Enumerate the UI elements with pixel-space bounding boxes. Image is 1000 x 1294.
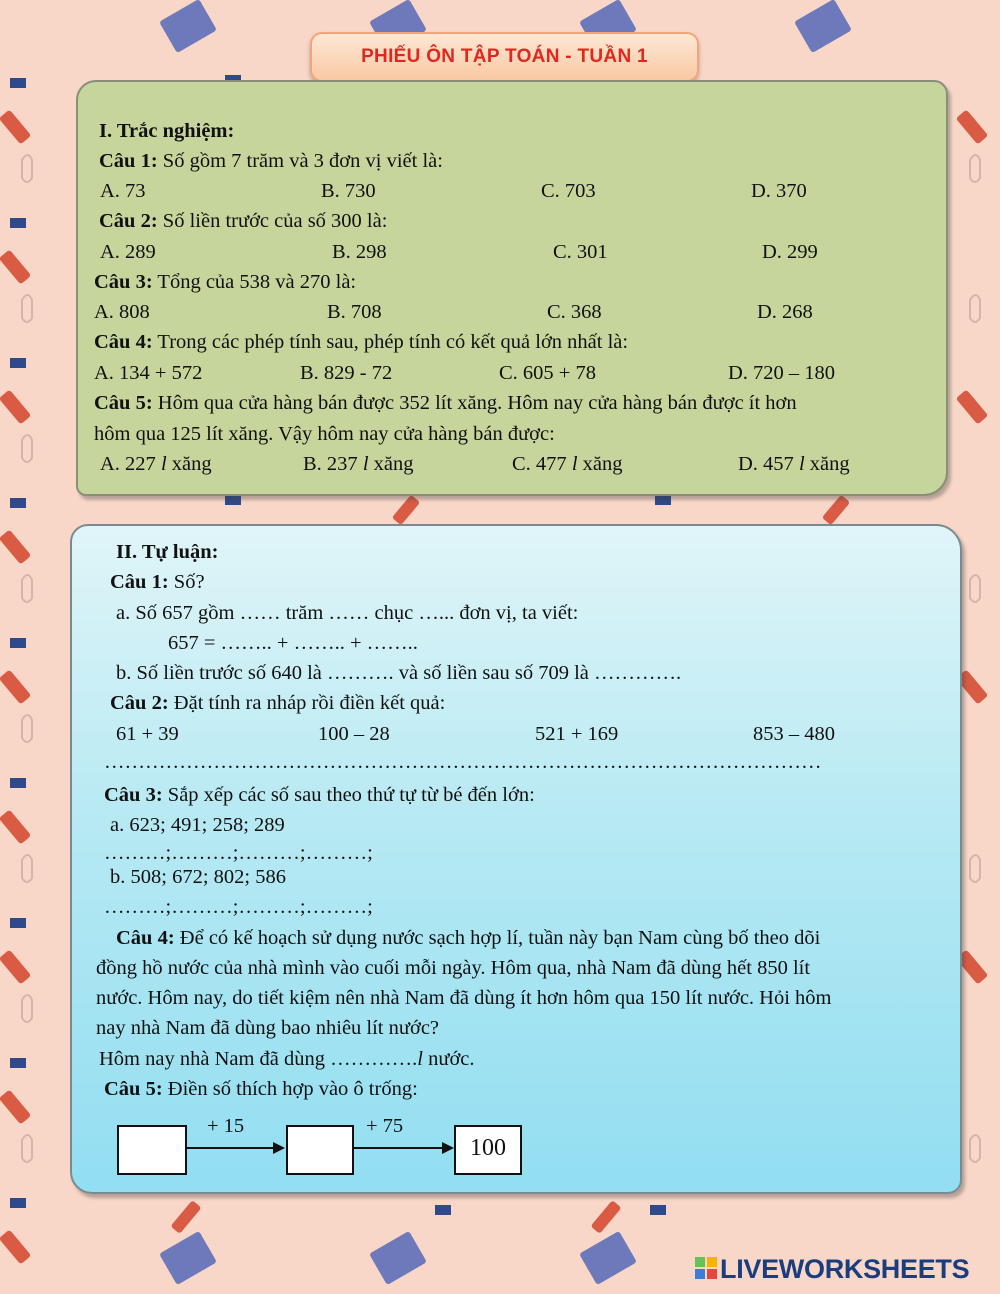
part1-q4-option-a[interactable]: A. 134 + 572 [94,362,203,384]
part2-q4-line3: nước. Hôm nay, do tiết kiệm nên nhà Nam đã dùng ít hơn hôm qua 150 lít nước. Hỏi hôm [96,987,832,1009]
part1-q1-option-b[interactable]: B. 730 [321,180,376,202]
part1-q3-option-c[interactable]: C. 368 [547,301,602,323]
part1-q4-option-d[interactable]: D. 720 – 180 [728,362,836,384]
part1-q2-option-b[interactable]: B. 298 [332,241,387,263]
part2-q1-a[interactable]: a. Số 657 gồm …… trăm …… chục …... đơn vị, ta viết: [116,602,579,624]
part2-heading: II. Tự luận: [116,541,219,563]
part2-q3-b: b. 508; 672; 802; 586 [110,866,286,888]
part2-q4: Câu 4: Để có kế hoạch sử dụng nước sạch hợp lí, tuần này bạn Nam cùng bố theo dõi [116,927,821,949]
part1-q5-option-c[interactable]: C. 477 l xăng [512,453,623,475]
part2-q3-a: a. 623; 491; 258; 289 [110,814,285,836]
arrow-2-icon [442,1142,454,1154]
part1-q2-option-d[interactable]: D. 299 [762,241,818,263]
part1-q5: Câu 5: Hôm qua cửa hàng bán được 352 lít xăng. Hôm nay cửa hàng bán được ít hơn [94,392,797,414]
part2-q3-b-blank[interactable]: ………;………;………;………; [104,896,373,918]
worksheet-title-banner [310,32,699,82]
part1-q1: Câu 1: Số gồm 7 trăm và 3 đơn vị viết là: [99,150,443,172]
part2-q3-a-blank[interactable]: ………;………;………;………; [104,842,373,864]
part2-q4-line4: nay nhà Nam đã dùng bao nhiêu lít nước? [96,1017,440,1039]
part2-q4-line2: đồng hồ nước của nhà mình vào cuối mỗi ngày. Hôm qua, nhà Nam đã dùng hết 850 lít [96,957,811,979]
part1-heading: I. Trắc nghiệm: [99,120,235,142]
part1-q5-option-b[interactable]: B. 237 l xăng [303,453,414,475]
part1-q3-option-d[interactable]: D. 268 [757,301,813,323]
part2-q1-b[interactable]: b. Số liền trước số 640 là ………. và số liền sau số 709 là …………. [116,662,682,684]
arrow-2-line [352,1147,442,1149]
part1-q2: Câu 2: Số liền trước của số 300 là: [99,210,388,232]
worksheet-title: PHIẾU ÔN TẬP TOÁN - TUẦN 1 [361,46,648,67]
part2-q3: Câu 3: Sắp xếp các số sau theo thứ tự từ bé đến lớn: [104,784,535,806]
answer-box-2[interactable] [286,1125,354,1175]
part1-q3: Câu 3: Tổng của 538 và 270 là: [94,271,357,293]
part1-q1-option-d[interactable]: D. 370 [751,180,807,202]
part2-q2-answer-line[interactable]: …………………………………………………………………………………………… [104,751,822,773]
part2-q1: Câu 1: Số? [110,571,205,593]
result-box [454,1125,522,1175]
liveworksheets-watermark: LIVEWORKSHEETS [720,1254,970,1284]
part2-q5: Câu 5: Điền số thích hợp vào ô trống: [104,1078,418,1100]
part2-q1-a-expansion[interactable]: 657 = …….. + …….. + …….. [168,632,418,654]
part1-q2-option-c[interactable]: C. 301 [553,241,608,263]
operation-plus-15: + 15 [207,1115,245,1137]
part2-q2-expr-4: 853 – 480 [753,723,835,745]
part2-q2: Câu 2: Đặt tính ra nháp rồi điền kết quả: [110,692,446,714]
answer-box-1[interactable] [117,1125,187,1175]
arrow-1-line [185,1147,273,1149]
part1-q3-option-a[interactable]: A. 808 [94,301,150,323]
part2-q2-expr-3: 521 + 169 [535,723,619,745]
part2-q2-expr-1: 61 + 39 [116,723,179,745]
operation-plus-75: + 75 [366,1115,404,1137]
part1-q3-option-b[interactable]: B. 708 [327,301,382,323]
part1-q1-option-a[interactable]: A. 73 [100,180,146,202]
liveworksheets-logo-icon [695,1257,717,1279]
arrow-1-icon [273,1142,285,1154]
part1-q5-option-a[interactable]: A. 227 l xăng [100,453,212,475]
part1-q4: Câu 4: Trong các phép tính sau, phép tính có kết quả lớn nhất là: [94,331,629,353]
part1-q1-option-c[interactable]: C. 703 [541,180,596,202]
part1-q2-option-a[interactable]: A. 289 [100,241,156,263]
part2-q2-expr-2: 100 – 28 [318,723,390,745]
part1-q4-option-c[interactable]: C. 605 + 78 [499,362,596,384]
part1-q5-option-d[interactable]: D. 457 l xăng [738,453,850,475]
part1-q4-option-b[interactable]: B. 829 - 72 [300,362,393,384]
part1-q5-line2: hôm qua 125 lít xăng. Vậy hôm nay cửa hàng bán được: [94,423,555,445]
result-value: 100 [470,1135,506,1161]
part2-q4-answer[interactable]: Hôm nay nhà Nam đã dùng ………….l nước. [99,1048,475,1070]
